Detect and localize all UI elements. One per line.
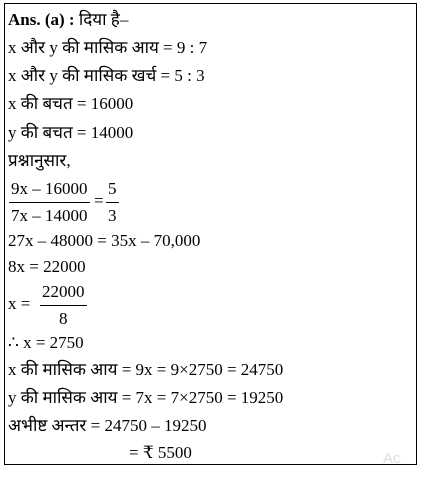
cross-multiply-line: 27x – 48000 = 35x – 70,000	[8, 231, 201, 250]
income-ratio-line: x और y की मासिक आय = 9 : 7	[8, 38, 208, 57]
watermark-text: Ac	[383, 450, 401, 467]
simplify-line: 8x = 22000	[8, 257, 86, 276]
x-value-line: ∴ x = 2750	[8, 333, 84, 352]
given-text: दिया है–	[74, 10, 129, 29]
answer-header	[8, 9, 128, 31]
equation1-equals: =	[94, 191, 104, 210]
answer-label: Ans. (a) :	[8, 10, 75, 29]
fraction-right-denominator: 3	[108, 206, 117, 225]
y-income-line: y की मासिक आय = 7x = 7×2750 = 19250	[8, 388, 284, 407]
x-savings-line: x की बचत = 16000	[8, 94, 134, 113]
y-savings-line: y की बचत = 14000	[8, 123, 134, 142]
per-question-line: प्रश्नानुसार,	[8, 151, 71, 170]
final-answer-line: = ₹ 5500	[129, 443, 192, 462]
expense-ratio-line: x और y की मासिक खर्च = 5 : 3	[8, 66, 205, 85]
required-difference-line: अभीष्ट अन्तर = 24750 – 19250	[8, 416, 207, 435]
fraction-22000-over-8	[40, 281, 87, 330]
x-income-line: x की मासिक आय = 9x = 9×2750 = 24750	[8, 360, 284, 379]
equation2-lhs: x =	[8, 294, 31, 313]
fraction2-denominator: 8	[59, 309, 68, 328]
solution-box	[4, 3, 417, 465]
fraction-left	[9, 178, 90, 227]
fraction-left-numerator: 9x – 16000	[9, 178, 90, 203]
fraction-right	[106, 178, 119, 227]
fraction2-numerator: 22000	[40, 281, 87, 306]
fraction-right-numerator: 5	[106, 178, 119, 203]
fraction-left-denominator: 7x – 14000	[11, 206, 88, 225]
